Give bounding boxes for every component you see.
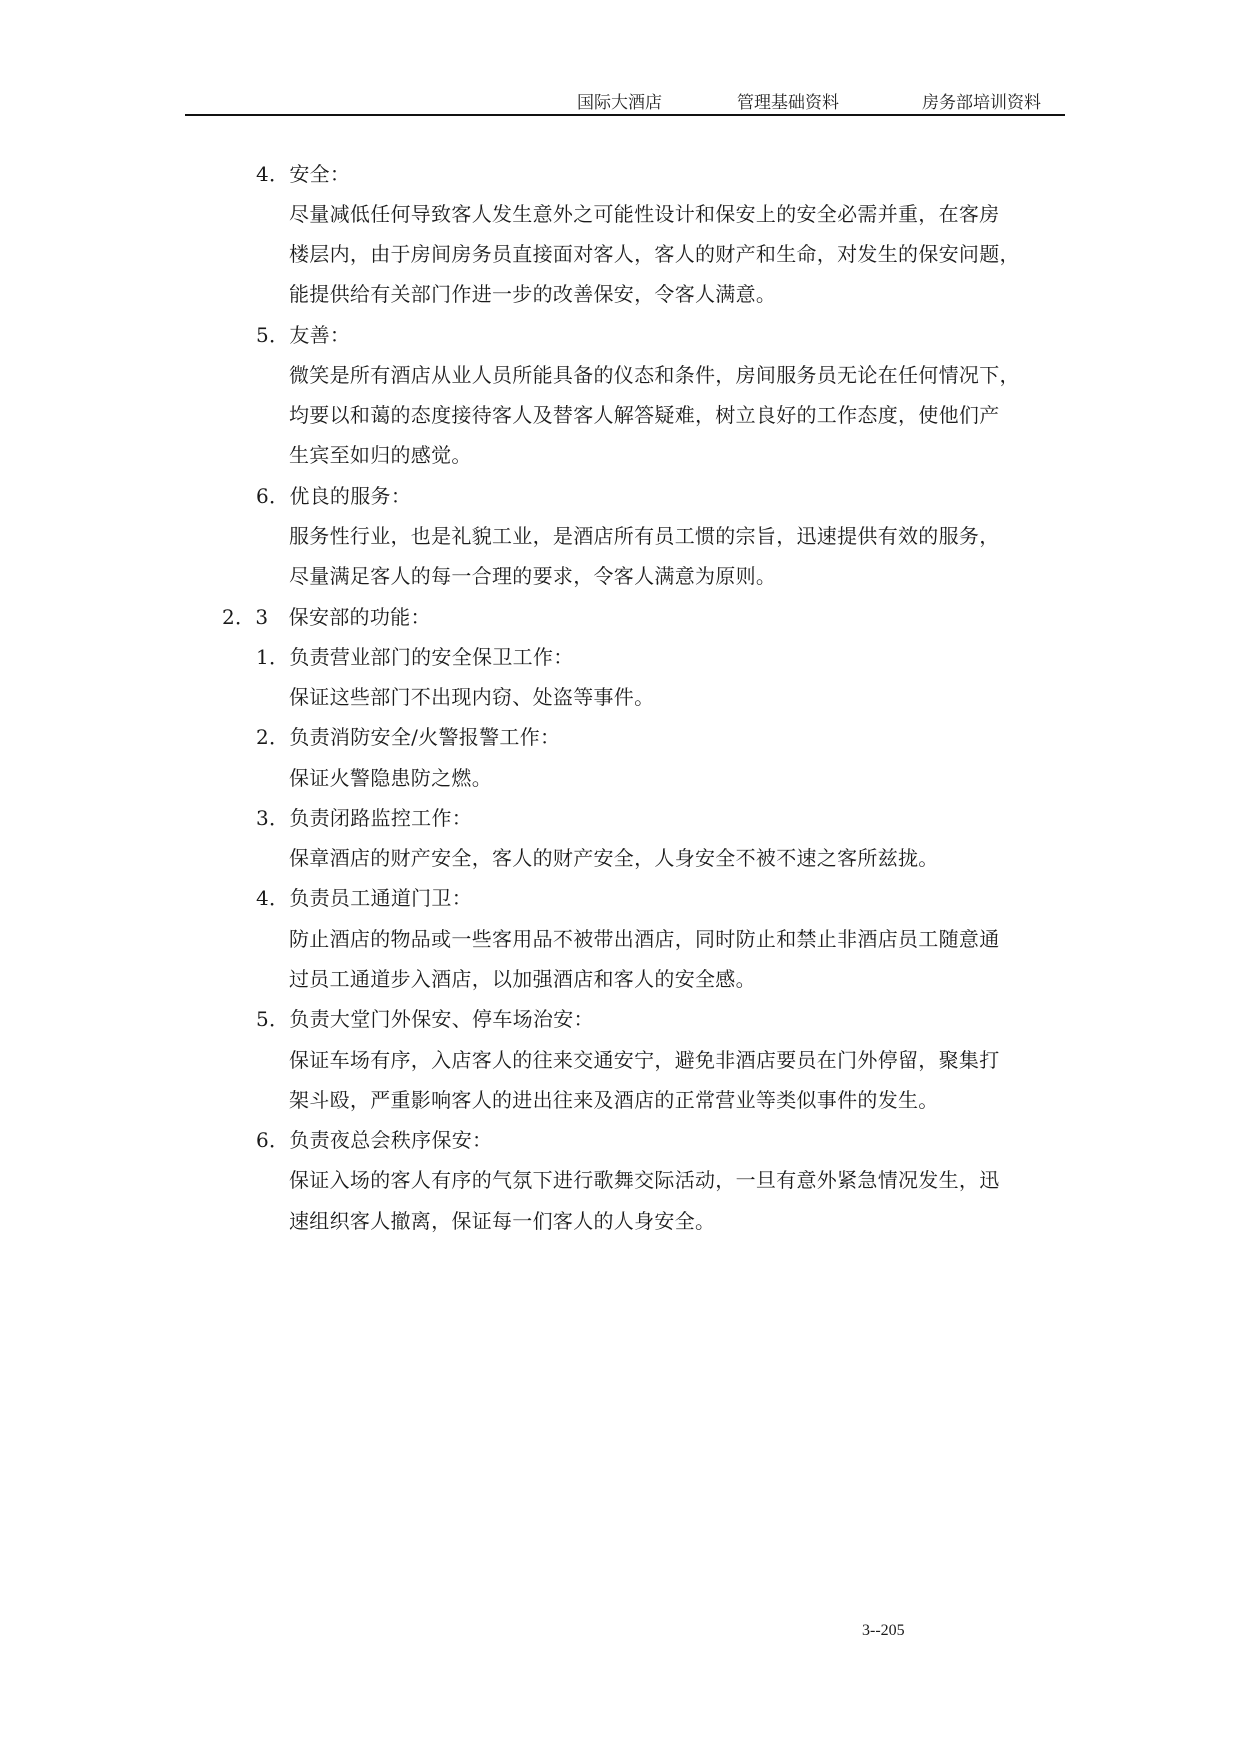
text-line: 架斗殴，严重影响客人的进出往来及酒店的正常营业等类似事件的发生。 [289,1088,939,1112]
header-document-title: 房务部培训资料 [922,93,1041,113]
page-number: 3--205 [862,1622,905,1639]
text-line: 2．负责消防安全/火警报警工作： [256,725,561,749]
text-line: 5．友善： [256,323,351,347]
text-line: 尽量满足客人的每一合理的要求，令客人满意为原则。 [289,564,777,588]
text-line: 微笑是所有酒店从业人员所能具备的仪态和条件，房间服务员无论在任何情况下， [289,363,1020,387]
text-line: 尽量减低任何导致客人发生意外之可能性设计和保安上的安全必需并重，在客房 [289,202,1000,226]
text-line: 保证火警隐患防之燃。 [289,766,492,790]
text-line: 3．负责闭路监控工作： [256,806,473,830]
text-line: 4．安全： [256,162,351,186]
text-line: 5．负责大堂门外保安、停车场治安： [256,1007,594,1031]
text-line: 1．负责营业部门的安全保卫工作： [256,645,574,669]
text-line: 均要以和蔼的态度接待客人及替客人解答疑难，树立良好的工作态度，使他们产 [289,403,1000,427]
text-line: 能提供给有关部门作进一步的改善保安，令客人满意。 [289,282,777,306]
header-section-title: 管理基础资料 [737,93,839,113]
text-line: 过员工通道步入酒店，以加强酒店和客人的安全感。 [289,967,756,991]
text-line: 6．优良的服务： [256,484,412,508]
text-line: 防止酒店的物品或一些客用品不被带出酒店，同时防止和禁止非酒店员工随意通 [289,927,1000,951]
text-line: 保章酒店的财产安全，客人的财产安全，人身安全不被不速之客所兹拢。 [289,846,939,870]
text-line: 生宾至如归的感觉。 [289,443,472,467]
text-line: 服务性行业，也是礼貌工业，是酒店所有员工惯的宗旨，迅速提供有效的服务， [289,524,1000,548]
text-line: 保证入场的客人有序的气氛下进行歌舞交际活动，一旦有意外紧急情况发生，迅 [289,1168,1000,1192]
text-line: 速组织客人撤离，保证每一们客人的人身安全。 [289,1209,716,1233]
text-line: 6．负责夜总会秩序保安： [256,1128,493,1152]
text-line: 保证这些部门不出现内窃、处盗等事件。 [289,685,655,709]
text-line: 保证车场有序，入店客人的往来交通安宁，避免非酒店要员在门外停留，聚集打 [289,1048,1000,1072]
text-line: 4．负责员工通道门卫： [256,886,473,910]
page-header [185,84,1065,114]
text-line: 2．3 保安部的功能： [222,605,431,629]
text-line: 楼层内，由于房间房务员直接面对客人，客人的财产和生命，对发生的保安问题， [289,242,1020,266]
header-rule [185,114,1065,116]
header-hotel-name: 国际大酒店 [577,93,662,113]
